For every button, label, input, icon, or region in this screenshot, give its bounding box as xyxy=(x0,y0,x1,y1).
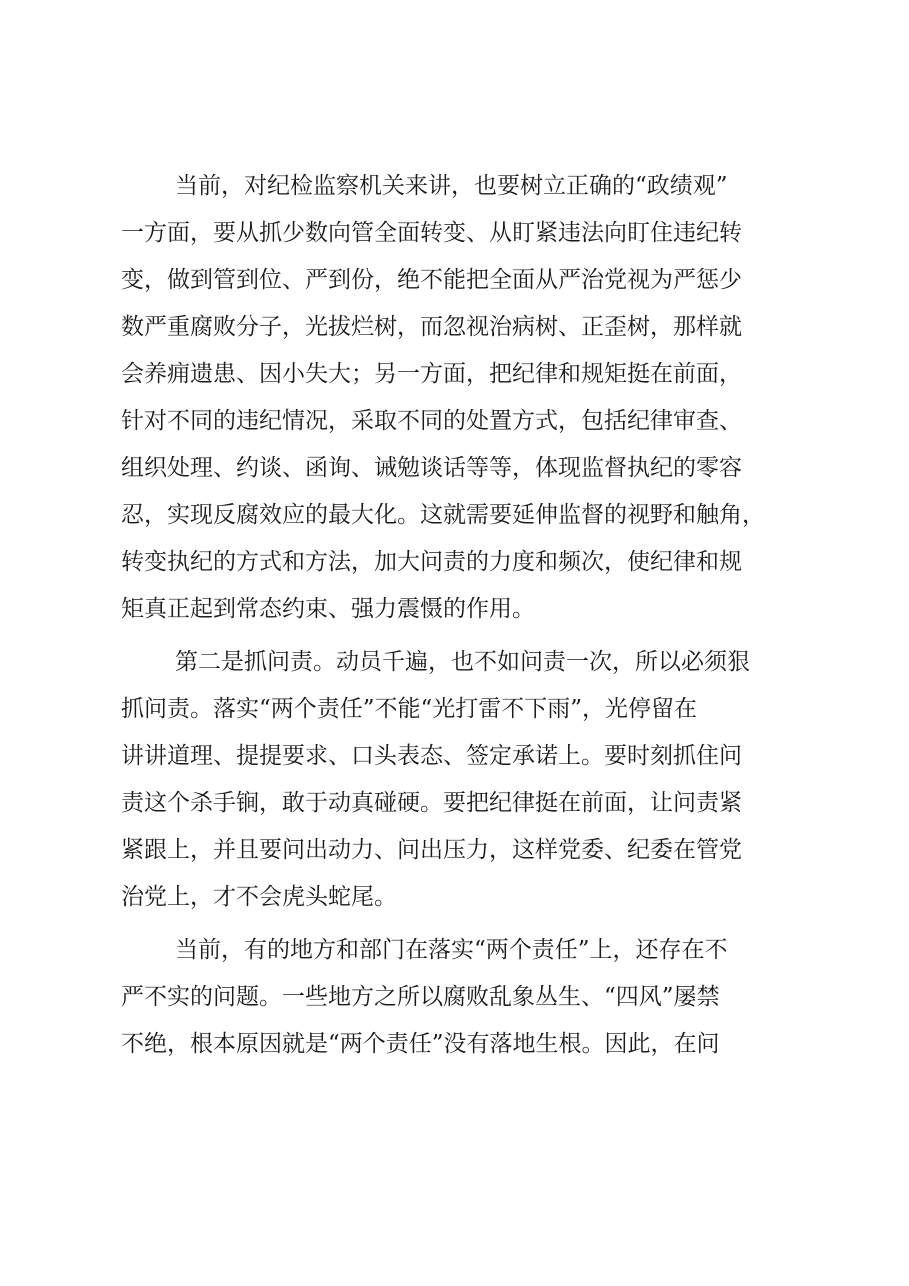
paragraph-2-line-4: 责这个杀手锏，敢于动真碰硬。要把纪律挺在前面，让问责紧 xyxy=(121,790,742,816)
paragraph-1-line-4: 数严重腐败分子，光拔烂树，而忽视治病树、正歪树，那样就 xyxy=(121,314,742,340)
paragraph-3-line-3: 不绝，根本原因就是“两个责任”没有落地生根。因此，在问 xyxy=(121,1031,720,1057)
paragraph-1-line-9: 转变执纪的方式和方法，加大问责的力度和频次，使纪律和规 xyxy=(121,549,742,575)
paragraph-3-line-2: 严不实的问题。一些地方之所以腐败乱象丛生、“四风”屡禁 xyxy=(121,984,720,1010)
paragraph-1-line-3: 变，做到管到位、严到份，绝不能把全面从严治党视为严惩少 xyxy=(121,267,742,293)
paragraph-2-line-5: 紧跟上，并且要问出动力、问出压力，这样党委、纪委在管党 xyxy=(121,837,742,863)
paragraph-1-line-1: 当前，对纪检监察机关来讲，也要树立正确的“政绩观” xyxy=(175,173,728,199)
paragraph-1-line-7: 组织处理、约谈、函询、诫勉谈话等等，体现监督执纪的零容 xyxy=(121,455,742,481)
paragraph-2-line-3: 讲讲道理、提提要求、口头表态、签定承诺上。要时刻抓住问 xyxy=(121,743,742,769)
paragraph-2-line-6: 治党上，才不会虎头蛇尾。 xyxy=(121,884,397,910)
paragraph-1-line-10: 矩真正起到常态约束、强力震慑的作用。 xyxy=(121,596,535,622)
paragraph-1-line-5: 会养痈遗患、因小失大；另一方面，把纪律和规矩挺在前面， xyxy=(121,361,742,387)
paragraph-1-line-2: 一方面，要从抓少数向管全面转变、从盯紧违法向盯住违纪转 xyxy=(121,220,742,246)
paragraph-1-line-6: 针对不同的违纪情况，采取不同的处置方式，包括纪律审查、 xyxy=(121,408,742,434)
paragraph-3-line-1: 当前，有的地方和部门在落实“两个责任”上，还存在不 xyxy=(175,937,728,963)
paragraph-1-line-8: 忍，实现反腐效应的最大化。这就需要延伸监督的视野和触角， xyxy=(121,502,765,528)
paragraph-2-line-1: 第二是抓问责。动员千遍，也不如问责一次，所以必须狠 xyxy=(175,649,750,675)
paragraph-2-line-2: 抓问责。落实“两个责任”不能“光打雷不下雨”，光停留在 xyxy=(121,696,698,722)
